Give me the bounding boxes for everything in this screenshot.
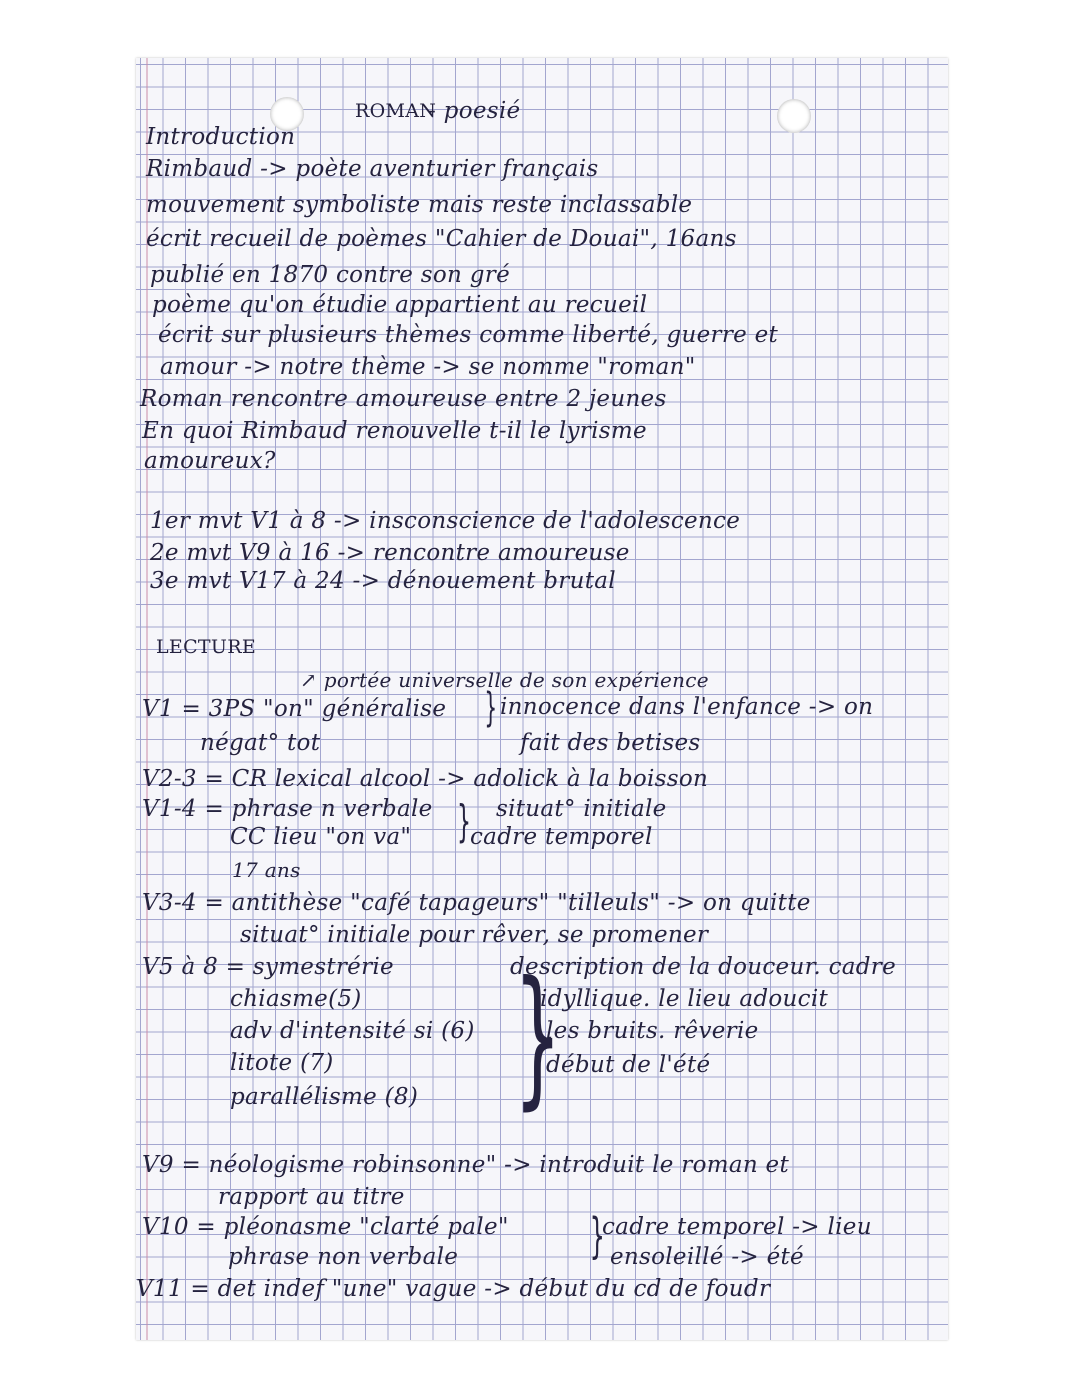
brace: } xyxy=(457,796,471,847)
lecture-heading: LECTURE xyxy=(156,636,256,658)
note: cadre temporel xyxy=(470,824,653,850)
note: idyllique. le lieu adoucit xyxy=(540,986,829,1012)
note: V10 = pléonasme "clarté pale" xyxy=(142,1214,509,1240)
note: 17 ans xyxy=(232,858,301,882)
note: parallélisme (8) xyxy=(230,1084,419,1110)
note: V3-4 = antithèse "café tapageurs" "tilleuls" -> on quitte xyxy=(142,890,811,916)
intro-line: écrit sur plusieurs thèmes comme liberté, guerre et xyxy=(158,322,779,348)
punch-hole-right xyxy=(777,99,811,133)
note: CC lieu "on va" xyxy=(230,824,412,850)
intro-heading: Introduction xyxy=(146,124,296,150)
brace: } xyxy=(513,950,562,1124)
note: innocence dans l'enfance -> on xyxy=(500,694,874,720)
intro-line: mouvement symboliste mais reste inclassable xyxy=(146,192,693,218)
intro-line: amour -> notre thème -> se nomme "roman" xyxy=(160,354,696,380)
brace: } xyxy=(589,1208,605,1264)
intro-line: Roman rencontre amoureuse entre 2 jeunes xyxy=(140,386,667,412)
title-roman: ROMAN xyxy=(355,100,437,122)
note: adv d'intensité si (6) xyxy=(230,1018,475,1044)
note: V11 = det indef "une" vague -> début du cd de foudr xyxy=(136,1276,771,1302)
note: rapport au titre xyxy=(218,1184,405,1210)
intro-question: amoureux? xyxy=(144,448,276,474)
intro-line: Rimbaud -> poète aventurier français xyxy=(146,156,599,182)
note: litote (7) xyxy=(230,1050,334,1076)
note: V5 à 8 = symestrérie xyxy=(142,954,394,980)
note: situat° initiale pour rêver, se promener xyxy=(240,922,709,948)
intro-line: publié en 1870 contre son gré xyxy=(150,262,510,288)
note: négat° tot xyxy=(200,730,321,756)
intro-line: En quoi Rimbaud renouvelle t-il le lyrisme xyxy=(142,418,647,444)
intro-line: poème qu'on étudie appartient au recueil xyxy=(152,292,648,318)
note: phrase non verbale xyxy=(228,1244,459,1270)
note: V2-3 = CR lexical alcool -> adolick à la boisson xyxy=(142,766,709,792)
note: V1-4 = phrase n verbale xyxy=(142,796,433,822)
title-poesie: - poesié xyxy=(428,98,521,124)
movement-2: 2e mvt V9 à 16 -> rencontre amoureuse xyxy=(150,540,630,566)
movement-3: 3e mvt V17 à 24 -> dénouement brutal xyxy=(150,568,616,594)
note: V1 = 3PS "on" généralise xyxy=(142,696,447,722)
note: cadre temporel -> lieu xyxy=(602,1214,872,1240)
note: ensoleillé -> été xyxy=(610,1244,804,1270)
note: description de la douceur. cadre xyxy=(510,954,896,980)
note: ↗ portée universelle de son expérience xyxy=(300,668,709,692)
note: chiasme(5) xyxy=(230,986,362,1012)
note: situat° initiale xyxy=(496,796,667,822)
note: V9 = néologisme robinsonne" -> introduit le roman et xyxy=(142,1152,790,1178)
note: début de l'été xyxy=(546,1052,711,1078)
brace: } xyxy=(484,685,498,731)
note: les bruits. rêverie xyxy=(546,1018,759,1044)
movement-1: 1er mvt V1 à 8 -> insconscience de l'adolescence xyxy=(150,508,741,534)
intro-line: écrit recueil de poèmes "Cahier de Douai", 16ans xyxy=(146,226,737,252)
note: fait des betises xyxy=(520,730,701,756)
